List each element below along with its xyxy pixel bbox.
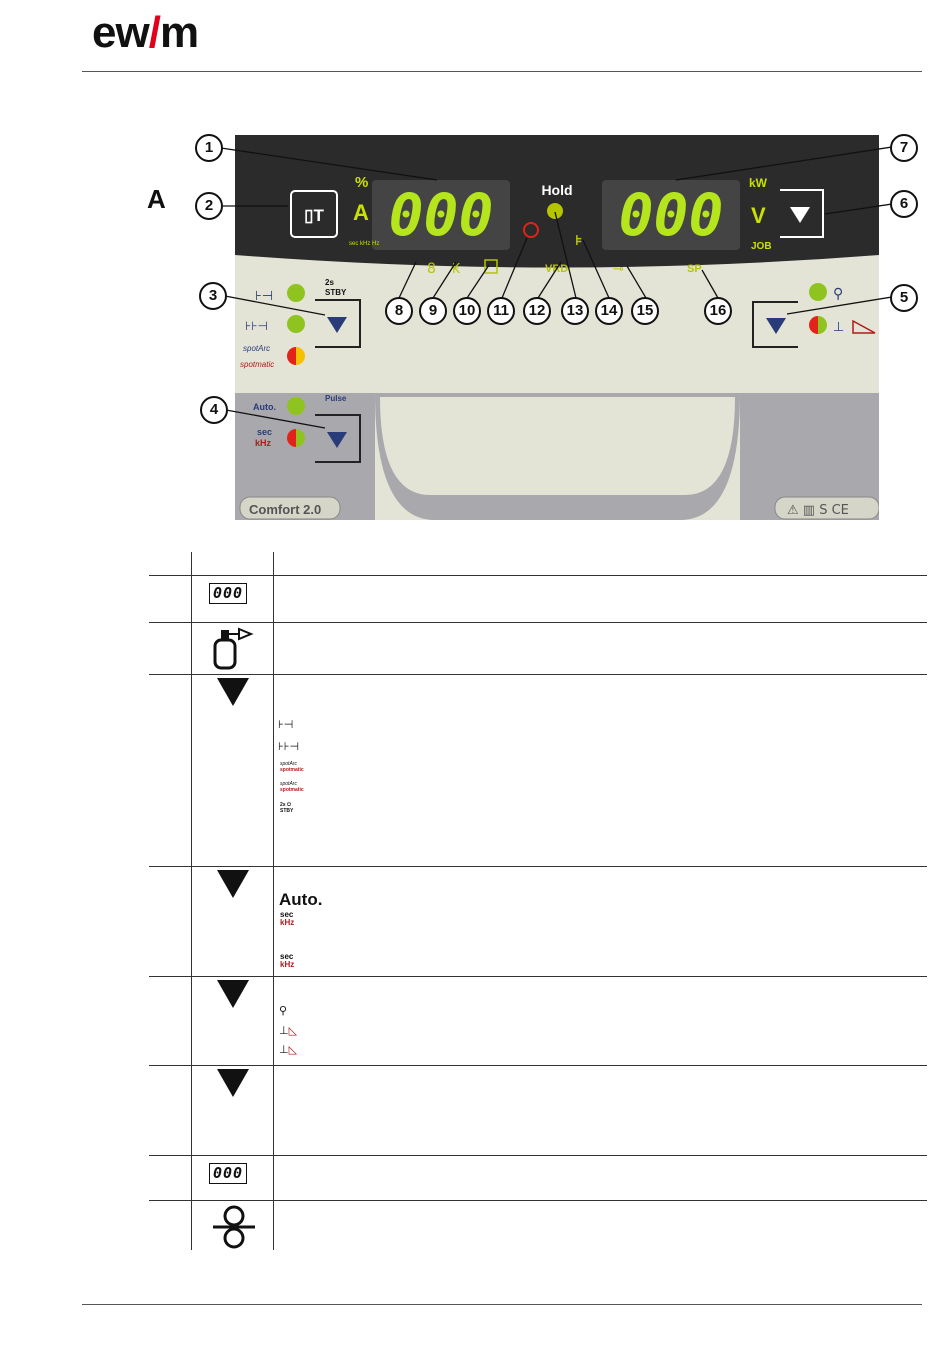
sec-khz-icon: sec kHz [280, 910, 295, 927]
sec-khz-icon: sec kHz [280, 952, 295, 969]
callout-6: 6 [890, 190, 918, 218]
right-display-value: 000 [618, 181, 724, 249]
svg-text:⊦⊦⊣: ⊦⊦⊣ [245, 319, 268, 333]
stby-bottom: STBY [325, 288, 347, 297]
stby-top: 2s [325, 278, 334, 287]
table-row [149, 976, 927, 1065]
torch-ramp-icon: ⊥◺ [279, 1024, 298, 1037]
gas-test-icon [211, 626, 257, 670]
cert-label: ⚠ ▥ S CE [787, 503, 849, 518]
hold-label: Hold [541, 182, 573, 198]
latched-icon: ⊦⊦⊣ [278, 740, 300, 753]
svg-text:⊥: ⊥ [833, 320, 845, 335]
spotarc-icon: spotArc spotmatic [280, 761, 304, 773]
footer-rule [82, 1304, 922, 1305]
callout-12: 12 [523, 297, 551, 325]
non-latched-icon: ⊦⊣ [278, 718, 294, 731]
table-row [149, 622, 927, 674]
unit-ampere: A [353, 200, 369, 225]
standby-icon: 2s ⏻ STBY [280, 802, 294, 814]
vrd-label: VRD [545, 263, 569, 275]
table-row [149, 866, 927, 976]
svg-text:8: 8 [427, 261, 436, 277]
ewm-logo: ew/m [92, 8, 199, 57]
sec-label: sec [257, 427, 273, 437]
table-row [149, 674, 927, 866]
svg-text:₭: ₭ [452, 262, 461, 277]
figure-label: A [147, 184, 166, 214]
callout-4: 4 [200, 396, 228, 424]
callout-15: 15 [631, 297, 659, 325]
callout-5: 5 [890, 284, 918, 312]
wire-feed-icon [211, 1203, 257, 1251]
khz-label: kHz [255, 438, 272, 448]
callout-8: 8 [385, 297, 413, 325]
callout-1: 1 [195, 134, 223, 162]
unit-job: JOB [751, 241, 772, 252]
callout-13: 13 [561, 297, 589, 325]
svg-text:⚲: ⚲ [833, 286, 844, 302]
auto-label: Auto. [253, 402, 276, 412]
spotarc-icon: spotArc spotmatic [280, 781, 304, 793]
display-icon: 000 [209, 1163, 247, 1184]
table-row [149, 575, 927, 622]
torch-ramp-icon: ⊥◺ [279, 1043, 298, 1056]
table-row [149, 1155, 927, 1201]
unit-kw: kW [749, 176, 767, 190]
callout-10: 10 [453, 297, 481, 325]
spotmatic-label: spotmatic [240, 360, 275, 369]
table-row [149, 1200, 927, 1251]
push-button-icon [217, 980, 249, 1008]
callout-leaders [0, 0, 950, 560]
sp-label: SP [687, 263, 702, 275]
svg-text:⊸: ⊸ [613, 262, 624, 277]
callout-2: 2 [195, 192, 223, 220]
unit-percent: % [355, 174, 369, 191]
torch-icon: ⚲ [279, 1004, 288, 1017]
table-row [149, 1065, 927, 1155]
model-label: Comfort 2.0 [249, 502, 322, 517]
callout-7: 7 [890, 134, 918, 162]
svg-text:⊦⊣: ⊦⊣ [255, 289, 274, 304]
svg-text:▯T: ▯T [304, 206, 324, 225]
pulse-label: Pulse [325, 394, 347, 403]
callout-11: 11 [487, 297, 515, 325]
push-button-icon [217, 1069, 249, 1097]
callout-16: 16 [704, 297, 732, 325]
auto-icon: Auto. [279, 890, 323, 909]
unit-volt: V [751, 203, 766, 228]
unit-sec-khz-hz: sec kHz Hz [349, 241, 380, 247]
push-button-icon [217, 870, 249, 898]
callout-3: 3 [199, 282, 227, 310]
spotarc-label: spotArc [243, 344, 271, 353]
push-button-icon [217, 678, 249, 706]
callout-9: 9 [419, 297, 447, 325]
svg-text:⊧: ⊧ [575, 233, 583, 249]
display-icon: 000 [209, 583, 247, 604]
callout-14: 14 [595, 297, 623, 325]
left-display-value: 000 [388, 181, 494, 249]
